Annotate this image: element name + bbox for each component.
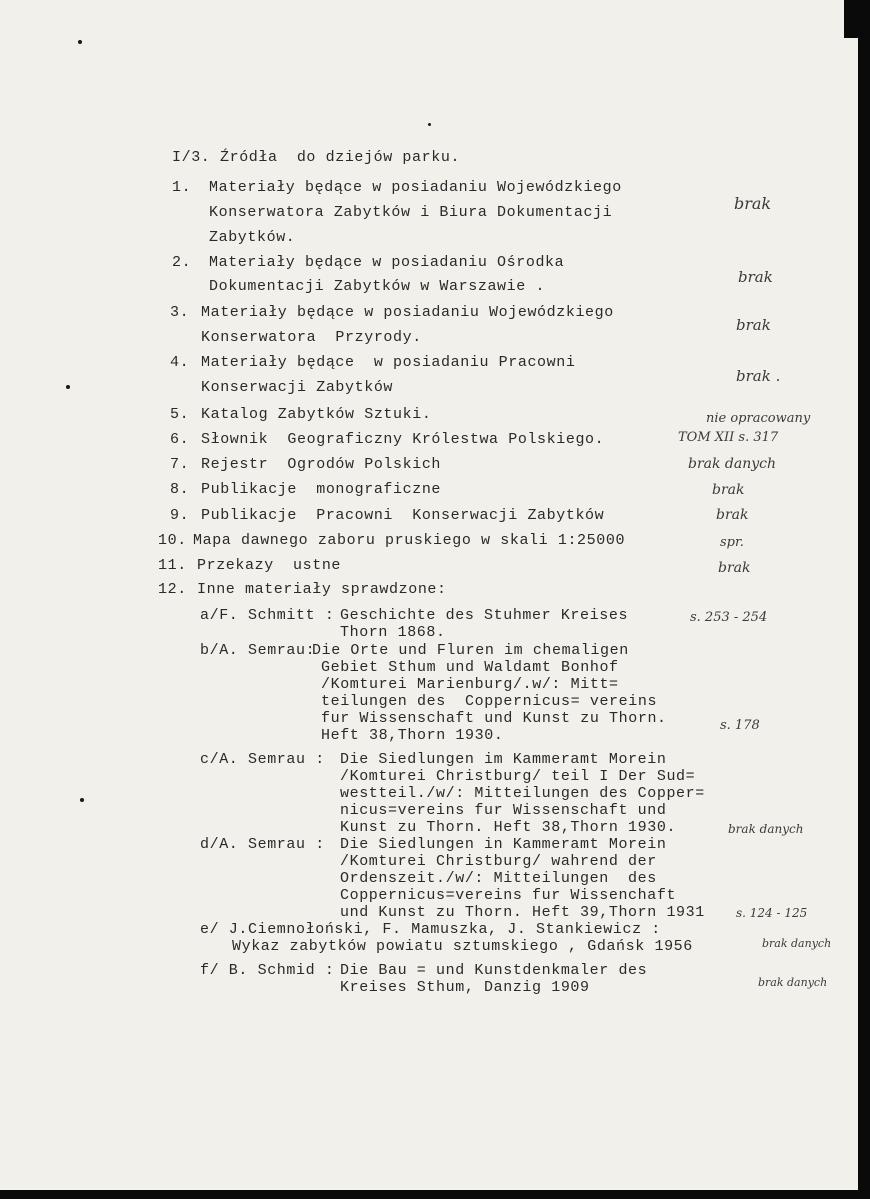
subitem-line: Heft 38,Thorn 1930.: [321, 727, 504, 744]
subitem-line: Wykaz zabytków powiatu sztumskiego , Gdańsk 1956: [232, 938, 693, 955]
subitem-line: Thorn 1868.: [340, 624, 446, 641]
subitem-line: Gebiet Sthum und Waldamt Bonhof: [321, 659, 619, 676]
item-number: 9.: [170, 507, 190, 524]
item-number: 5.: [170, 406, 190, 423]
subitem-line: Kunst zu Thorn. Heft 38,Thorn 1930.: [340, 819, 677, 836]
document-heading: I/3. Źródła do dziejów parku.: [172, 149, 461, 166]
item-line: Materiały będące w posiadaniu Pracowni: [201, 354, 576, 371]
item-number: 8.: [170, 481, 190, 498]
item-line: Publikacje Pracowni Konserwacji Zabytków: [201, 507, 605, 524]
subitem-line: Ordenszeit./w/: Mitteilungen des: [340, 870, 657, 887]
item-line: Słownik Geograficzny Królestwa Polskiego.: [201, 431, 605, 448]
punch-mark: [80, 798, 84, 802]
subitem-label: a/F. Schmitt :: [200, 607, 335, 624]
subitem-label: b/A. Semrau:: [200, 642, 316, 659]
punch-mark: [428, 123, 431, 126]
subitem-label: c/A. Semrau :: [200, 751, 325, 768]
item-number: 4.: [170, 354, 190, 371]
subitem-line: Coppernicus=vereins fur Wissenchaft: [340, 887, 677, 904]
item-line: Materiały będące w posiadaniu Wojewódzkiego: [201, 304, 614, 321]
handwritten-note: spr.: [720, 535, 744, 550]
handwritten-note: brak: [716, 507, 749, 523]
handwritten-note: brak: [736, 316, 771, 334]
item-line: Katalog Zabytków Sztuki.: [201, 406, 432, 423]
item-line: Rejestr Ogrodów Polskich: [201, 456, 442, 473]
item-number: 7.: [170, 456, 190, 473]
handwritten-note: nie opracowany: [706, 411, 811, 426]
handwritten-note: brak .: [736, 367, 781, 385]
handwritten-note: brak: [738, 268, 773, 286]
handwritten-note: s. 178: [720, 718, 760, 733]
subitem-line: Geschichte des Stuhmer Kreises: [340, 607, 629, 624]
subitem-line: /Komturei Christburg/ teil I Der Sud=: [340, 768, 696, 785]
punch-mark: [78, 40, 82, 44]
handwritten-note: s. 253 - 254: [690, 610, 768, 625]
item-number: 10.: [158, 532, 187, 549]
item-number: 6.: [170, 431, 190, 448]
item-line: Materiały będące w posiadaniu Wojewódzkiego: [209, 179, 622, 196]
subitem-line: /Komturei Marienburg/.w/: Mitt=: [321, 676, 619, 693]
item-number: 1.: [172, 179, 192, 196]
subitem-line: westteil./w/: Mitteilungen des Copper=: [340, 785, 705, 802]
subitem-line: nicus=vereins fur Wissenschaft und: [340, 802, 667, 819]
item-line: Dokumentacji Zabytków w Warszawie .: [209, 278, 546, 295]
subitem-line: Die Orte und Fluren im chemaligen: [312, 642, 629, 659]
item-line: Materiały będące w posiadaniu Ośrodka: [209, 254, 565, 271]
item-number: 11.: [158, 557, 187, 574]
subitem-line: /Komturei Christburg/ wahrend der: [340, 853, 657, 870]
subitem-line: Kreises Sthum, Danzig 1909: [340, 979, 590, 996]
handwritten-note: s. 124 - 125: [736, 906, 808, 920]
item-line: Konserwatora Przyrody.: [201, 329, 422, 346]
item-number: 12.: [158, 581, 187, 598]
item-line: Konserwacji Zabytków: [201, 379, 394, 396]
item-line: Zabytków.: [209, 229, 296, 246]
handwritten-note: brak: [712, 482, 745, 498]
subitem-line: fur Wissenschaft und Kunst zu Thorn.: [321, 710, 667, 727]
subitem-line: Die Siedlungen im Kammeramt Morein: [340, 751, 667, 768]
item-number: 2.: [172, 254, 192, 271]
item-line: Publikacje monograficzne: [201, 481, 442, 498]
item-line: Inne materiały sprawdzone:: [197, 581, 447, 598]
handwritten-note: brak: [718, 560, 751, 576]
subitem-line: Die Siedlungen in Kammeramt Morein: [340, 836, 667, 853]
subitem-line: Die Bau = und Kunstdenkmaler des: [340, 962, 648, 979]
item-number: 3.: [170, 304, 190, 321]
punch-mark: [66, 385, 70, 389]
scan-edge: [844, 0, 858, 38]
subitem-line: teilungen des Coppernicus= vereins: [321, 693, 658, 710]
subitem-label: d/A. Semrau :: [200, 836, 325, 853]
item-line: Konserwatora Zabytków i Biura Dokumentacji: [209, 204, 613, 221]
handwritten-note: brak danych: [758, 976, 828, 989]
subitem-label: f/ B. Schmid :: [200, 962, 335, 979]
subitem-line: und Kunst zu Thorn. Heft 39,Thorn 1931: [340, 904, 705, 921]
handwritten-note: brak danych: [762, 937, 832, 950]
subitem-label: e/ J.Ciemnołoński, F. Mamuszka, J. Stankiewicz :: [200, 921, 661, 938]
handwritten-note: brak danych: [728, 822, 804, 836]
item-line: Mapa dawnego zaboru pruskiego w skali 1:25000: [193, 532, 626, 549]
handwritten-note: TOM XII s. 317: [678, 430, 779, 445]
item-line: Przekazy ustne: [197, 557, 342, 574]
handwritten-note: brak danych: [688, 456, 777, 472]
handwritten-note: brak: [734, 194, 772, 213]
